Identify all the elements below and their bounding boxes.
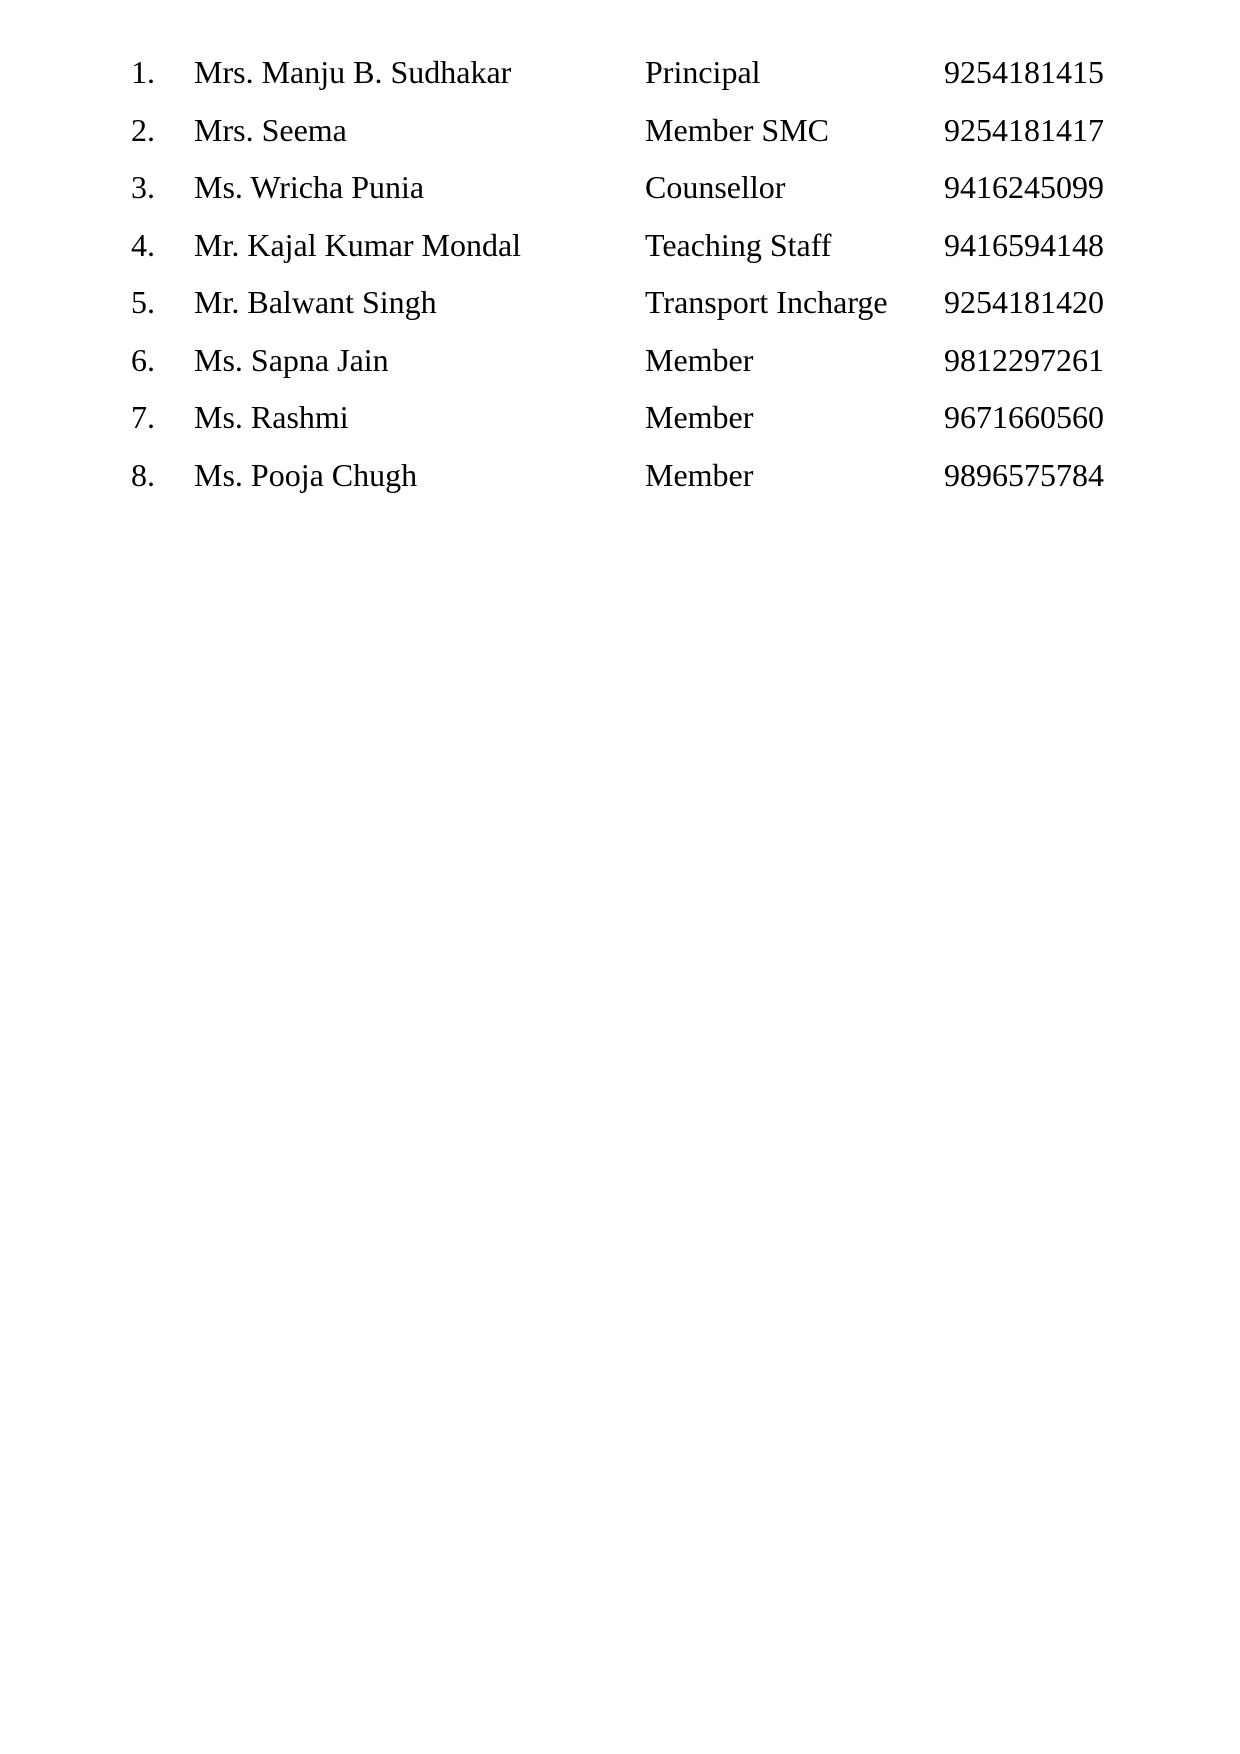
list-item	[0, 393, 1240, 451]
item-number: 8.	[131, 456, 155, 493]
member-name: Mrs. Seema	[194, 111, 347, 148]
member-name: Mrs. Manju B. Sudhakar	[194, 54, 512, 90]
item-number: 2.	[131, 111, 155, 148]
item-number: 6.	[131, 341, 155, 378]
list-item	[0, 106, 1240, 164]
item-number: 5.	[131, 284, 155, 320]
member-name: Mr. Balwant Singh	[194, 284, 437, 320]
member-role: Member	[645, 341, 754, 378]
item-number: 1.	[131, 54, 155, 90]
member-role: Teaching Staff	[645, 226, 832, 263]
item-number: 7.	[131, 399, 155, 435]
member-role: Principal	[645, 54, 761, 90]
list-item	[0, 336, 1240, 394]
member-phone: 9416594148	[944, 226, 1104, 263]
member-role: Member	[645, 456, 754, 493]
member-phone: 9254181415	[944, 54, 1104, 90]
member-name: Mr. Kajal Kumar Mondal	[194, 226, 522, 263]
member-name: Ms. Rashmi	[194, 399, 349, 435]
member-role: Member	[645, 399, 754, 435]
member-phone: 9671660560	[944, 399, 1104, 435]
list-item	[0, 278, 1240, 336]
member-name: Ms. Pooja Chugh	[194, 456, 418, 493]
member-list	[0, 48, 1240, 508]
member-phone: 9416245099	[944, 169, 1104, 205]
item-number: 4.	[131, 226, 155, 263]
member-role: Transport Incharge	[645, 284, 888, 320]
member-phone: 9896575784	[944, 456, 1104, 493]
item-number: 3.	[131, 169, 155, 205]
member-role: Member SMC	[645, 111, 829, 148]
member-role: Counsellor	[645, 169, 786, 205]
member-name: Ms. Wricha Punia	[194, 169, 425, 205]
list-item	[0, 48, 1240, 106]
member-phone: 9254181417	[944, 111, 1104, 148]
list-item	[0, 451, 1240, 509]
list-item	[0, 221, 1240, 279]
list-item	[0, 163, 1240, 221]
member-phone: 9254181420	[944, 284, 1104, 320]
member-name: Ms. Sapna Jain	[194, 341, 389, 378]
member-phone: 9812297261	[944, 341, 1104, 378]
